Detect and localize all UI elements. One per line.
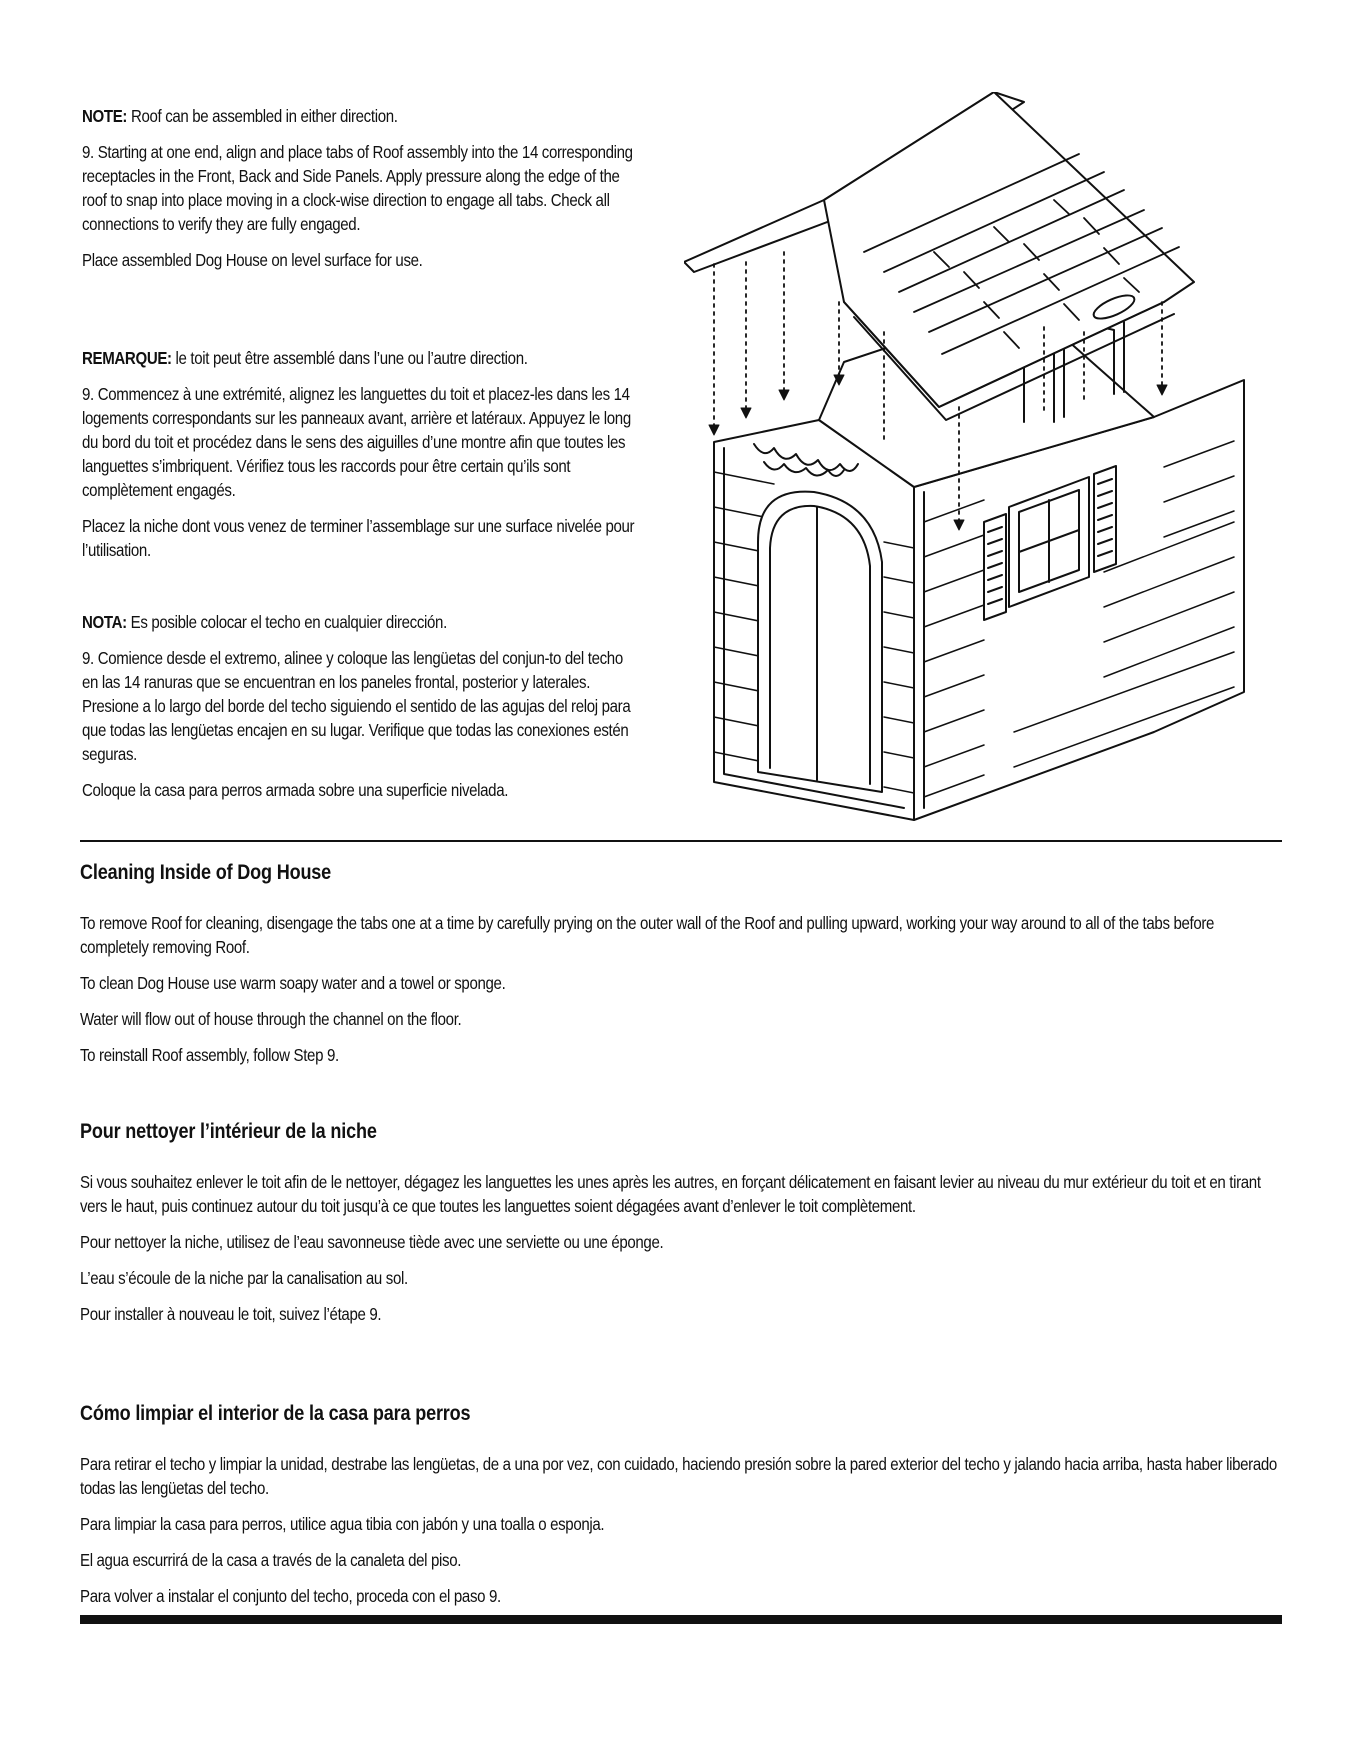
cleaning-fr xyxy=(80,1170,1282,1338)
step9-english xyxy=(82,104,641,284)
section-divider xyxy=(80,840,1282,842)
step-9-instructions-fr: 9. Commencez à une extrémité, alignez les languettes du toit et placez-les dans les 14 logements correspondants sur les panneaux avant, arrière et latéraux. Appuyez le long du bord du toit et procédez dans le sens des aiguilles d’une montre afin que toutes les languettes s’imbriquent. Vérifiez tous les raccords pour être certain qu’ils sont complètement engagés. xyxy=(82,384,631,500)
bottom-rule xyxy=(80,1615,1282,1624)
cleaning-heading-fr: Pour nettoyer l’intérieur de la niche xyxy=(80,1120,377,1143)
cleaning-fr-p3: L’eau s’écoule de la niche par la canalisation au sol. xyxy=(80,1268,408,1288)
cleaning-en xyxy=(80,911,1282,1079)
cleaning-heading-es: Cómo limpiar el interior de la casa para perros xyxy=(80,1402,471,1425)
cleaning-en-p2: To clean Dog House use warm soapy water and a towel or sponge. xyxy=(80,973,506,993)
step-9-instructions: 9. Starting at one end, align and place tabs of Roof assembly into the 14 corresponding receptacles in the Front, Back and Side Panels. Apply pressure along the edge of the roof to snap into place moving in a clock-wise direction to engage all tabs. Check all connections to verify they are fully engaged. xyxy=(82,142,633,234)
cleaning-es-p3: El agua escurrirá de la casa a través de la canaleta del piso. xyxy=(80,1550,462,1570)
cleaning-es-p4: Para volver a instalar el conjunto del techo, proceda con el paso 9. xyxy=(80,1586,501,1606)
place-instruction-es: Coloque la casa para perros armada sobre una superficie nivelada. xyxy=(82,780,509,800)
cleaning-heading-en: Cleaning Inside of Dog House xyxy=(80,861,332,884)
place-instruction: Place assembled Dog House on level surface for use. xyxy=(82,250,423,270)
nota-text: Es posible colocar el techo en cualquier dirección. xyxy=(126,612,447,632)
step9-spanish xyxy=(82,610,641,814)
cleaning-es-p2: Para limpiar la casa para perros, utilice agua tibia con jabón y una toalla o esponja. xyxy=(80,1514,605,1534)
cleaning-en-p3: Water will flow out of house through the channel on the floor. xyxy=(80,1009,462,1029)
cleaning-fr-p2: Pour nettoyer la niche, utilisez de l’eau savonneuse tiède avec une serviette ou une éponge. xyxy=(80,1232,664,1252)
cleaning-es xyxy=(80,1452,1282,1620)
nota-paragraph xyxy=(82,610,641,634)
cleaning-es-p1: Para retirar el techo y limpiar la unidad, destrabe las lengüetas, de a una por vez, con cuidado, haciendo presión sobre la pared exterior del techo y jalando hacia arriba, hasta haber liberado todas las lengüetas del techo. xyxy=(80,1454,1277,1498)
note-paragraph xyxy=(82,104,641,128)
note-text: Roof can be assembled in either direction. xyxy=(127,106,398,126)
remarque-paragraph xyxy=(82,346,641,370)
door-arch xyxy=(758,492,882,792)
remarque-label: REMARQUE: xyxy=(82,348,172,368)
step9-french xyxy=(82,346,641,574)
cleaning-fr-p4: Pour installer à nouveau le toit, suivez l’étape 9. xyxy=(80,1304,382,1324)
remarque-text: le toit peut être assemblé dans l’une ou l’autre direction. xyxy=(171,348,528,368)
cleaning-en-p1: To remove Roof for cleaning, disengage the tabs one at a time by carefully prying on the outer wall of the Roof and pulling upward, working your way around to all of the tabs before completely removing Roof. xyxy=(80,913,1215,957)
step-9-instructions-es: 9. Comience desde el extremo, alinee y coloque las lengüetas del conjun-to del techo en las 14 ranuras que se encuentran en los paneles frontal, posterior y laterales. Presione a lo largo del borde del techo siguiendo el sentido de las agujas del reloj para que todas las lengüetas encajen en su lugar. Verifique que todas las conexiones estén seguras. xyxy=(82,648,631,764)
note-label: NOTE: xyxy=(82,106,128,126)
place-instruction-fr: Placez la niche dont vous venez de terminer l’assemblage sur une surface nivelée pour l’utilisation. xyxy=(82,516,635,560)
dog-house-roof-assembly-icon xyxy=(684,92,1284,822)
nota-label: NOTA: xyxy=(82,612,127,632)
cleaning-fr-p1: Si vous souhaitez enlever le toit afin de le nettoyer, dégagez les languettes les unes après les autres, en forçant délicatement en faisant levier au niveau du mur extérieur du toit et en tirant vers le haut, puis continuez autour du toit jusqu’à ce que toutes les languettes soient dégagées avant d’enlever le toit complètement. xyxy=(80,1172,1261,1216)
cleaning-en-p4: To reinstall Roof assembly, follow Step 9. xyxy=(80,1045,339,1065)
